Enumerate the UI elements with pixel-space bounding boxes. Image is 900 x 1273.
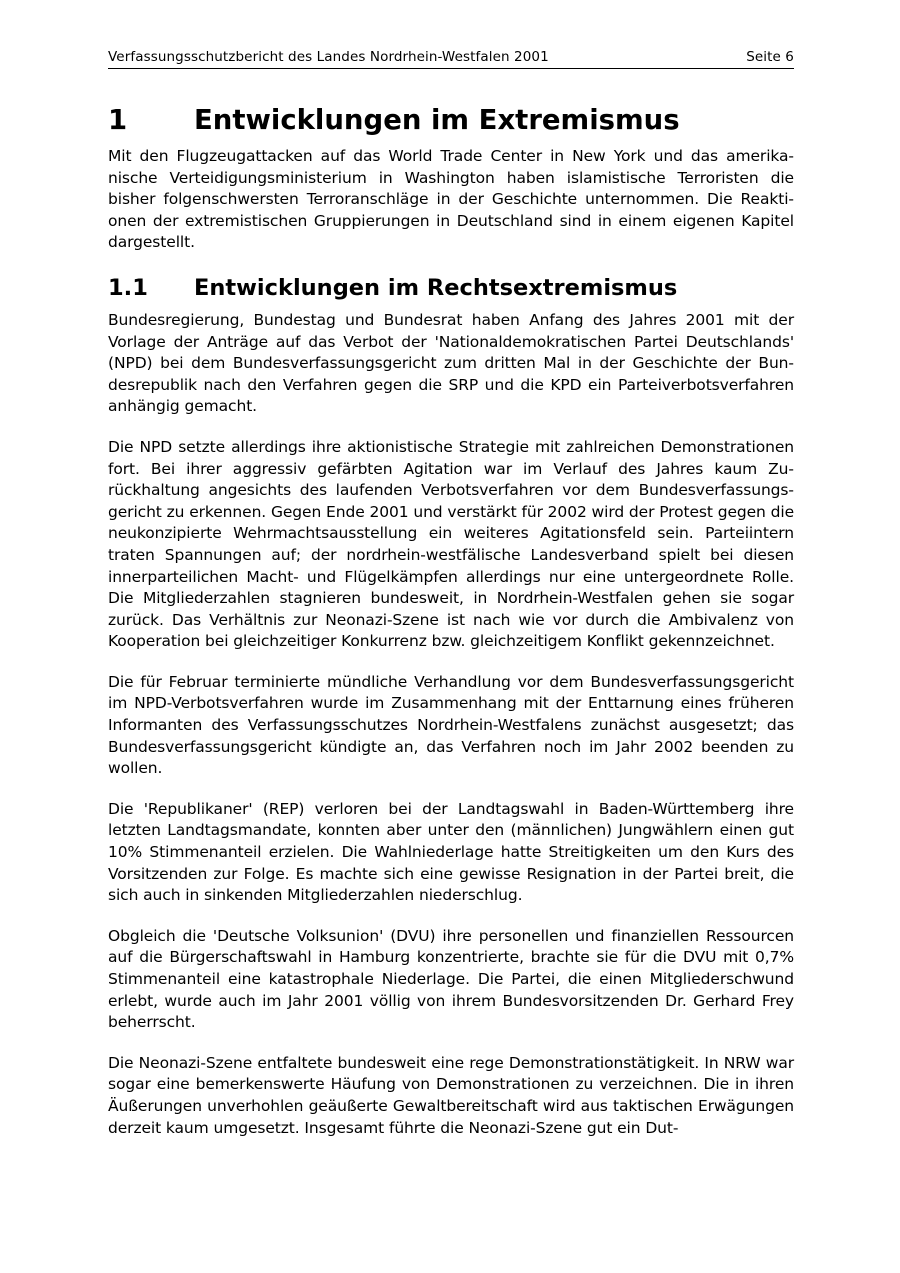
paragraph: Obgleich die 'Deutsche Volksunion' (DVU) ihre personellen und finanziellen Ressourcen auf die Bürgerschaftswahl in Hamburg konzentrierte, brachte sie für die DVU mit 0,7% Stimmenanteil eine katastrophale Niederlage. Die Partei, die einen Mitgliederschwund erlebt, wurde auch im Jahr 2001 völlig von ihrem Bundesvorsitzenden Dr. Gerhard Frey beherrscht. (108, 926, 794, 1032)
header-title: Verfassungsschutzbericht des Landes Nordrhein-Westfalen 2001 (108, 49, 549, 65)
paragraph: Mit den Flugzeugattacken auf das World Trade Center in New York und das amerikanische Verteidigungsministerium in Washington haben islamistische Terroristen die bisher folgenschwersten Terroranschläge in der Geschichte unternommen. Die Reaktionen der extremistischen Gruppierungen in Deutschland sind in einem eigenen Kapitel dargestellt. (108, 147, 794, 252)
paragraph: Die für Februar terminierte mündliche Verhandlung vor dem Bundesverfassungsgericht im NPD-Verbotsverfahren wurde im Zusammenhang mit der Enttarnung eines früheren Informanten des Verfassungsschutzes Nordrhein-Westfalens zunächst ausgesetzt; das Bundesverfassungsgericht kündigte an, das Verfahren noch im Jahr 2002 beenden zu wollen. (108, 672, 794, 778)
section-title: Entwicklungen im Rechtsextremismus (194, 274, 678, 301)
section-number: 1 (108, 104, 128, 136)
running-header (108, 48, 794, 69)
section-heading-1 (108, 103, 794, 137)
section-number: 1.1 (108, 274, 148, 301)
page-number: Seite 6 (746, 49, 794, 65)
paragraph: Bundesregierung, Bundestag und Bundesrat haben Anfang des Jahres 2001 mit der Vorlage der Anträge auf das Verbot der 'Nationaldemokratischen Partei Deutschlands' (NPD) bei dem Bundesverfassungsgericht zum dritten Mal in der Geschichte der Bundesrepublik nach den Verfahren gegen die SRP und die KPD ein Parteiverbotsverfahren anhängig gemacht. (108, 310, 794, 416)
section-title: Entwicklungen im Extremismus (194, 104, 680, 136)
paragraph: Die NPD setzte allerdings ihre aktionistische Strategie mit zahlreichen Demonstrationen fort. Bei ihrer aggressiv gefärbten Agitation war im Verlauf des Jahres kaum Zurückhaltung angesichts des laufenden Verbotsverfahren vor dem Bundesverfassungsgericht zu erkennen. Gegen Ende 2001 und verstärkt für 2002 wird der Protest gegen die neukonzipierte Wehrmachtsausstellung ein weiteres Agitationsfeld sein. Parteiintern traten Spannungen auf; der nordrhein-westfälische Landesverband spielt bei diesen innerparteilichen Macht- und Flügelkämpfen allerdings nur eine untergeordnete Rolle. Die Mitgliederzahlen stagnieren bundesweit, in Nordrhein-Westfalen gehen sie sogar zurück. Das Verhältnis zur Neonazi-Szene ist nach wie vor durch die Ambivalenz von Kooperation bei gleichzeitiger Konkurrenz bzw. gleichzeitigem Konflikt gekennzeichnet. (108, 437, 794, 651)
document-page (108, 48, 794, 1139)
paragraph: Die 'Republikaner' (REP) verloren bei der Landtagswahl in Baden-Württemberg ihre letzten Landtagsmandate, konnten aber unter den (männlichen) Jungwählern einen gut 10% Stimmenanteil erzielen. Die Wahlniederlage hatte Streitigkeiten um den Kurs des Vorsitzenden zur Folge. Es machte sich eine gewisse Resignation in der Partei breit, die sich auch in sinkenden Mitgliederzahlen niederschlug. (108, 799, 794, 905)
section-heading-1-1 (108, 273, 794, 303)
paragraph: Die Neonazi-Szene entfaltete bundesweit eine rege Demonstrationstätigkeit. In NRW war sogar eine bemerkenswerte Häufung von Demonstrationen zu verzeichnen. Die in ihren Äußerungen unverhohlen geäußerte Gewaltbereitschaft wird aus taktischen Erwägungen derzeit kaum umgesetzt. Insgesamt führte die Neonazi-Szene gut ein Dut- (108, 1053, 794, 1137)
